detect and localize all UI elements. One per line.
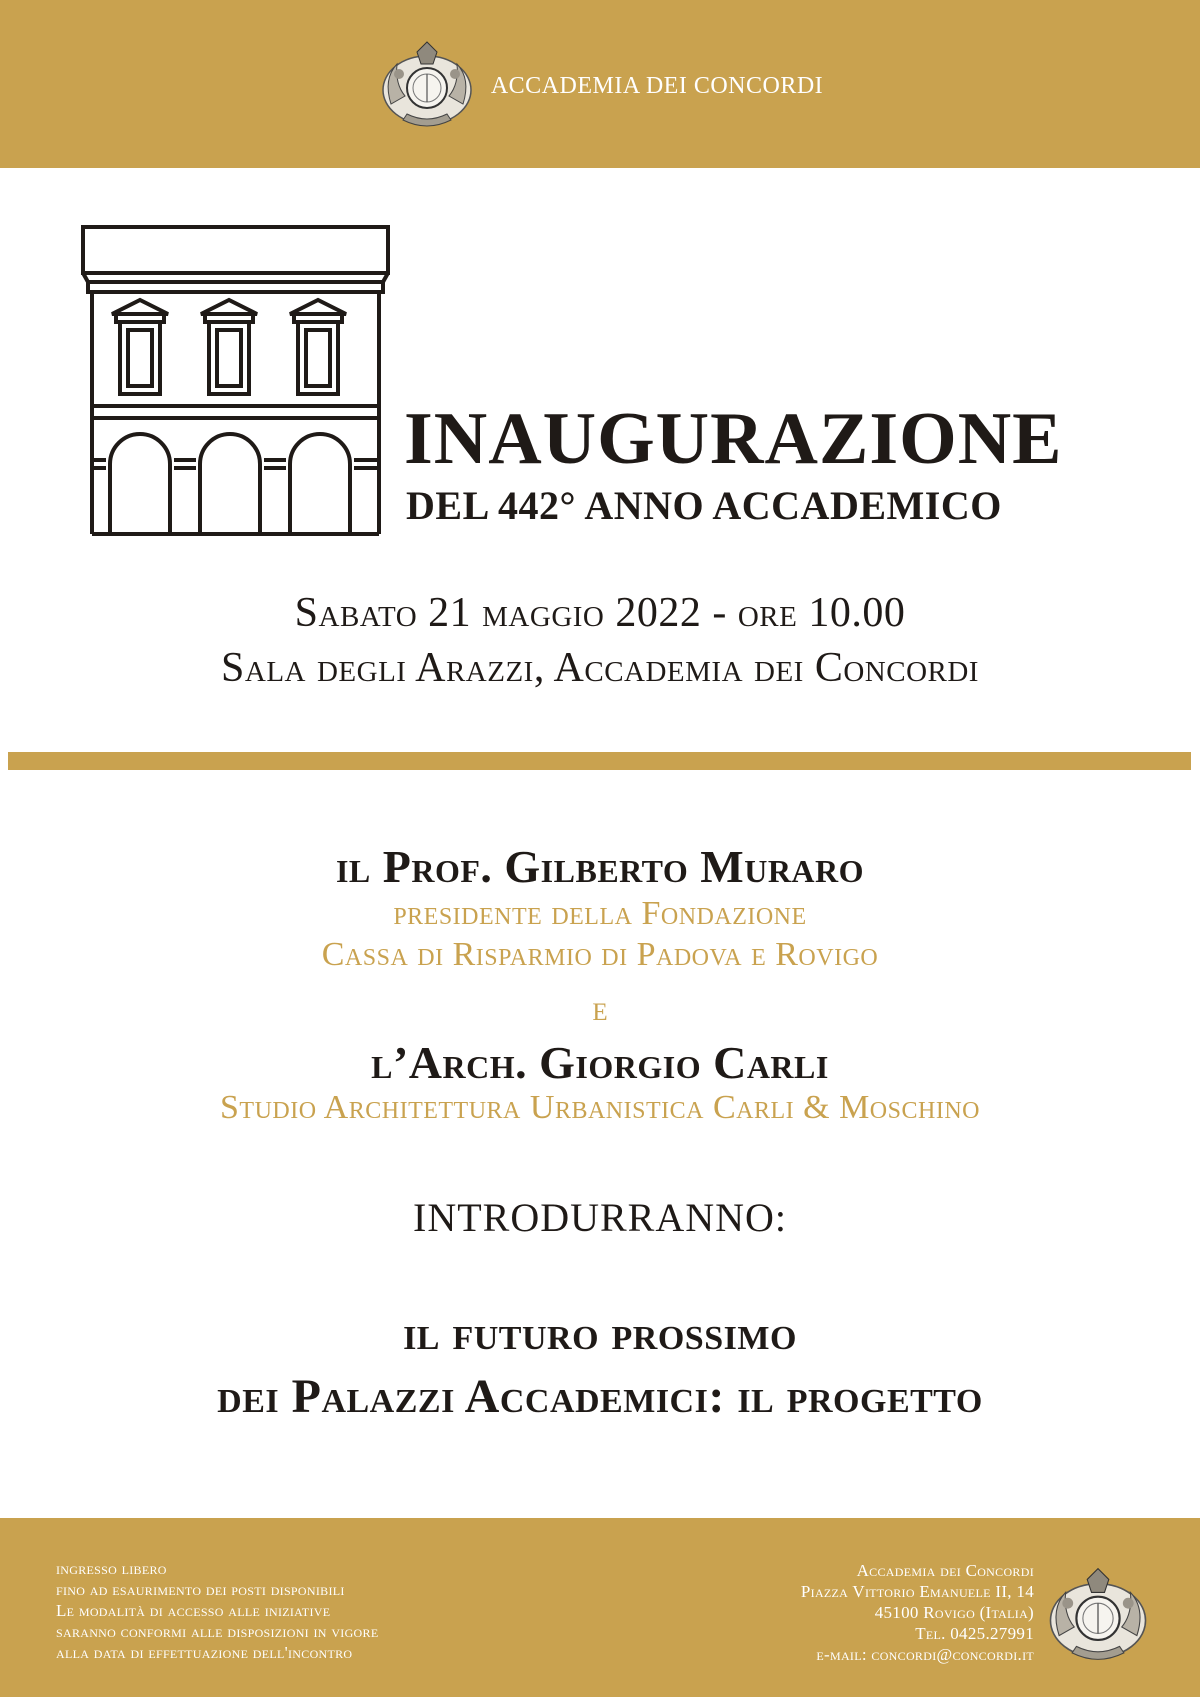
contact-address: Piazza Vittorio Emanuele II, 14 [800, 1582, 1034, 1601]
contact-phone: Tel. 0425.27991 [915, 1624, 1034, 1643]
event-title: INAUGURAZIONE [404, 398, 1063, 480]
footer-band [0, 1518, 1200, 1697]
footer-note: fino ad esaurimento dei posti disponibili [56, 1580, 345, 1599]
header-band [0, 0, 1200, 168]
footer-note: saranno conformi alle disposizioni in vigore [56, 1622, 379, 1641]
speaker-1-name: il Prof. Gilberto Muraro [335, 841, 865, 892]
conjunction: e [592, 988, 608, 1028]
speaker-1-affiliation-line-2: Cassa di Risparmio di Padova e Rovigo [321, 936, 879, 973]
academy-crest-icon [1044, 1560, 1152, 1668]
gold-divider [8, 752, 1191, 770]
header-title: ACCADEMIA DEI CONCORDI [490, 72, 824, 99]
footer-note: alla data di effettuazione dell'incontro [56, 1643, 353, 1662]
footer-note: ingresso libero [56, 1559, 167, 1578]
contact-email: e-mail: concordi@concordi.it [816, 1645, 1034, 1664]
speaker-1-affiliation-line-1: presidente della Fondazione [393, 895, 807, 932]
contact-city: 45100 Rovigo (Italia) [874, 1603, 1034, 1622]
event-venue: Sala degli Arazzi, Accademia dei Concordi [221, 645, 979, 691]
footer-notes [56, 1558, 378, 1663]
speaker-2-affiliation: Studio Architettura Urbanistica Carli & Moschino [220, 1089, 980, 1126]
footer-contact [801, 1560, 1034, 1665]
footer-note: Le modalità di accesso alle iniziative [56, 1601, 331, 1620]
topic-line-2: dei Palazzi Accademici: il progetto [217, 1370, 983, 1423]
event-date-time: Sabato 21 maggio 2022 - ore 10.00 [294, 590, 906, 636]
speaker-2-name: l’Arch. Giorgio Carli [371, 1037, 829, 1088]
palazzo-building-icon [80, 224, 394, 539]
topic-line-1: il futuro prossimo [403, 1307, 797, 1360]
intro-label: INTRODURRANNO: [413, 1195, 787, 1240]
event-subtitle: DEL 442° ANNO ACCADEMICO [406, 483, 1002, 528]
contact-name: Accademia dei Concordi [856, 1561, 1034, 1580]
academy-crest-icon [377, 34, 477, 134]
